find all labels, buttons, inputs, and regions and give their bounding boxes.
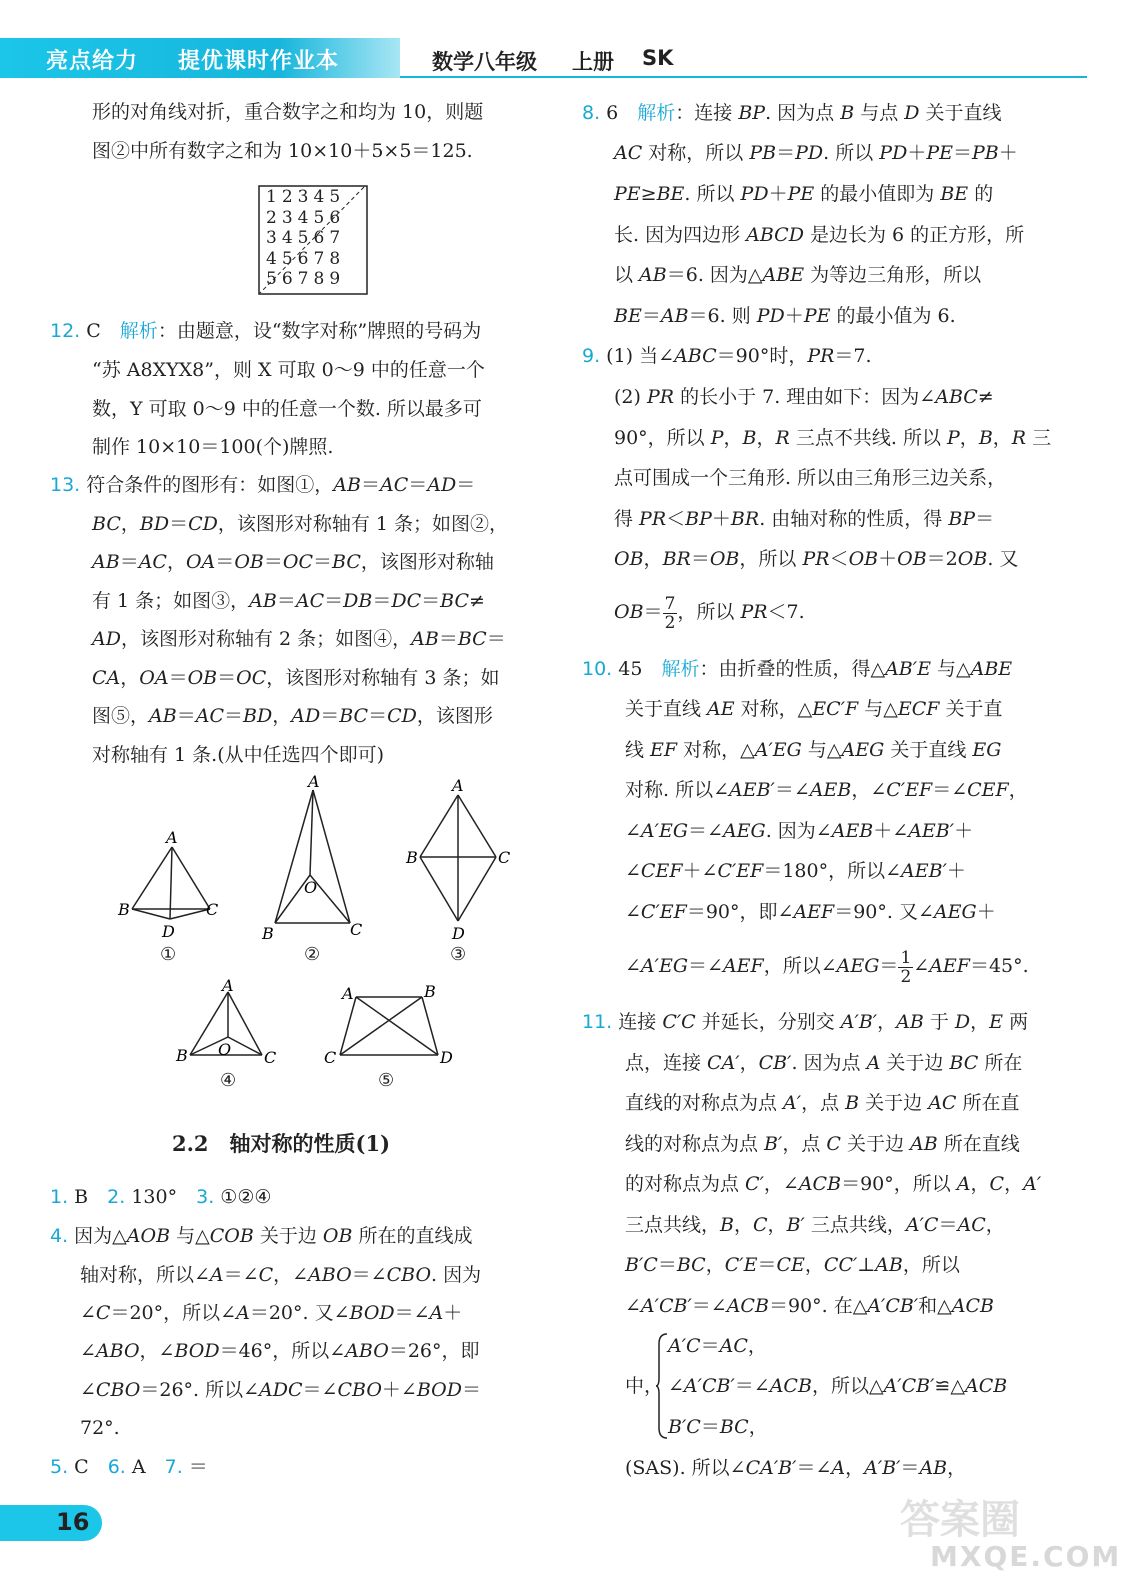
watermark-logo: 答案圈 — [900, 1497, 1020, 1543]
text-line: 数，Y 可取 0～9 中的任意一个数. 所以最多可 — [92, 398, 482, 420]
text-line: ∠A′CB′＝∠ACB，所以△A′CB′≌△ACB — [668, 1375, 1008, 1397]
text-line: (2) PR 的长小于 7. 理由如下：因为∠ABC≠ — [614, 386, 994, 408]
text-line: A′C＝AC， — [668, 1335, 767, 1357]
svg-text:B: B — [118, 900, 130, 919]
text-line: ∠A′EG＝∠AEF，所以∠AEG＝ $\frac{1}{2}$ ∠AEF＝45°. — [625, 947, 1029, 987]
text-line: B′C＝BC，C′E＝CE，CC′⊥AB，所以 — [625, 1254, 960, 1276]
svg-text:D: D — [452, 924, 465, 943]
svg-text:C: C — [498, 848, 511, 867]
text-line: 图⑤，AB＝AC＝BD，AD＝BC＝CD，该图形 — [92, 705, 493, 727]
text-line: 直线的对称点为点 A′，点 B 关于边 AC 所在直 — [625, 1092, 1020, 1114]
text-line: OB＝ $\frac{7}{2}$ ，所以 PR＜7. — [614, 593, 805, 633]
text-line: 以 AB＝6. 因为△ABE 为等边三角形，所以 — [614, 264, 982, 286]
text-line: “苏 A8XYX8”，则 X 可取 0～9 中的任意一个 — [92, 359, 485, 381]
figure-label-2: ② — [304, 944, 321, 965]
header-brand: 亮点给力 — [46, 49, 139, 74]
svg-text:A: A — [452, 776, 464, 795]
text-line: 图②中所有数字之和为 10×10＋5×5＝125. — [92, 140, 473, 162]
svg-text:B: B — [176, 1046, 188, 1065]
text-line: ∠C＝20°，所以∠A＝20°. 又∠BOD＝∠A＋ — [80, 1302, 463, 1324]
text-line: PE≥BE. 所以 PD＋PE 的最小值即为 BE 的 — [614, 183, 994, 205]
answer-8: 8. 6 解析：连接 BP. 因为点 B 与点 D 关于直线 — [582, 102, 1002, 124]
text-line: CA，OA＝OB＝OC，该图形对称轴有 3 条；如 — [92, 667, 500, 689]
page-number: 16 — [56, 1508, 90, 1536]
geometry-figures — [110, 772, 550, 1105]
text-line: 关于直线 AE 对称，△EC′F 与△ECF 关于直 — [625, 698, 1003, 720]
svg-text:O: O — [304, 878, 318, 897]
svg-text:A: A — [308, 772, 320, 791]
svg-text:O: O — [218, 1040, 232, 1059]
figure-label-3: ③ — [450, 944, 467, 965]
text-line: 制作 10×10＝100(个)牌照. — [92, 436, 334, 458]
svg-text:A: A — [342, 984, 354, 1003]
text-line: ∠A′EG＝∠AEG. 因为∠AEB＋∠AEB′＋ — [625, 820, 974, 842]
text-line: 对称. 所以∠AEB′＝∠AEB，∠C′EF＝∠CEF， — [625, 779, 1028, 801]
text-line: 72°. — [80, 1417, 120, 1439]
text-line: 90°，所以 P，B，R 三点不共线. 所以 P，B，R 三 — [614, 427, 1052, 449]
text-line: AC 对称，所以 PB＝PD. 所以 PD＋PE＝PB＋ — [614, 142, 1018, 164]
text-line: 长. 因为四边形 ABCD 是边长为 6 的正方形，所 — [614, 224, 1025, 246]
text-line: BE＝AB＝6. 则 PD＋PE 的最小值为 6. — [614, 305, 956, 327]
svg-text:C: C — [206, 900, 219, 919]
grid-numbers: 12345 23456 34567 45678 56789 — [266, 187, 346, 289]
answer-4: 4. 因为△AOB 与△COB 关于边 OB 所在的直线成 — [50, 1225, 473, 1247]
text-line: 线的对称点为点 B′，点 C 关于边 AB 所在直线 — [625, 1133, 1020, 1155]
header-volume: 上册 — [572, 50, 614, 74]
answer-11: 11. 连接 C′C 并延长，分别交 A′B′，AB 于 D，E 两 — [582, 1011, 1029, 1033]
figure-label-5: ⑤ — [378, 1070, 395, 1091]
svg-text:B: B — [262, 924, 274, 943]
text-line: AD，该图形对称轴有 2 条；如图④，AB＝BC＝ — [92, 628, 506, 650]
text-line: 对称轴有 1 条.(从中任选四个即可) — [92, 744, 385, 766]
text-line: ∠CBO＝26°. 所以∠ADC＝∠CBO＋∠BOD＝ — [80, 1379, 481, 1401]
text-line: 轴对称，所以∠A＝∠C，∠ABO＝∠CBO. 因为 — [80, 1264, 482, 1286]
answer-9: 9. (1) 当∠ABC＝90°时，PR＝7. — [582, 345, 872, 367]
svg-text:A: A — [166, 828, 178, 847]
answer-13: 13. 符合条件的图形有：如图①，AB＝AC＝AD＝ — [50, 474, 476, 496]
svg-text:D: D — [162, 922, 175, 941]
text-line: ∠CEF＋∠C′EF＝180°，所以∠AEB′＋ — [625, 860, 966, 882]
text-line: ∠C′EF＝90°，即∠AEF＝90°. 又∠AEG＋ — [625, 901, 996, 923]
svg-text:D: D — [440, 1048, 453, 1067]
header-series: 提优课时作业本 — [178, 49, 340, 74]
svg-text:C: C — [324, 1048, 337, 1067]
answer-12: 12. C 解析：由题意，设“数字对称”牌照的号码为 — [50, 320, 482, 342]
header-rule — [400, 76, 1087, 78]
text-line: ∠A′CB′＝∠ACB＝90°. 在△A′CB′和△ACB — [625, 1295, 995, 1317]
text-line: 线 EF 对称，△A′EG 与△AEG 关于直线 EG — [625, 739, 1002, 761]
text-line: (SAS). 所以∠CA′B′＝∠A，A′B′＝AB， — [625, 1457, 967, 1479]
svg-text:A: A — [222, 976, 234, 995]
text-line: 点可围成一个三角形. 所以由三角形三边关系， — [614, 467, 1007, 489]
figure-label-4: ④ — [220, 1070, 237, 1091]
text-line: B′C＝BC， — [668, 1416, 768, 1438]
text-line: 点，连接 CA′，CB′. 因为点 A 关于边 BC 所在 — [625, 1052, 1023, 1074]
text-line: 中， — [625, 1375, 664, 1397]
text-line: 得 PR＜BP＋BR. 由轴对称的性质，得 BP＝ — [614, 508, 995, 530]
svg-text:C: C — [350, 920, 363, 939]
header-subject: 数学八年级 — [432, 50, 537, 74]
figure-label-1: ① — [160, 944, 177, 965]
watermark-url: MXQE.COM — [930, 1540, 1121, 1573]
text-line: OB，BR＝OB，所以 PR＜OB＋OB＝2OB. 又 — [614, 548, 1019, 570]
text-line: ∠ABO，∠BOD＝46°，所以∠ABO＝26°，即 — [80, 1340, 480, 1362]
text-line: 的对称点为点 C′，∠ACB＝90°，所以 A，C，A′ — [625, 1173, 1042, 1195]
svg-text:B: B — [424, 982, 436, 1001]
section-title: 2.2 轴对称的性质(1) — [172, 1131, 391, 1156]
svg-text:B: B — [406, 848, 418, 867]
answer-5-7: 5. C 6. A 7. ＝ — [50, 1456, 208, 1478]
svg-text:C: C — [264, 1048, 277, 1067]
text-line: 形的对角线对折，重合数字之和均为 10，则题 — [92, 101, 484, 123]
text-line: BC，BD＝CD，该图形对称轴有 1 条；如图②， — [92, 513, 509, 535]
text-line: 有 1 条；如图③，AB＝AC＝DB＝DC＝BC≠ — [92, 590, 485, 612]
header-edition: SK — [642, 46, 674, 70]
answer-10: 10. 45 解析：由折叠的性质，得△AB′E 与△ABE — [582, 658, 1013, 680]
text-line: 三点共线，B，C，B′ 三点共线，A′C＝AC， — [625, 1214, 1005, 1236]
answer-1-3: 1. B 2. 130° 3. ①②④ — [50, 1186, 272, 1208]
text-line: AB＝AC，OA＝OB＝OC＝BC，该图形对称轴 — [92, 551, 494, 573]
system-brace — [655, 1332, 669, 1440]
